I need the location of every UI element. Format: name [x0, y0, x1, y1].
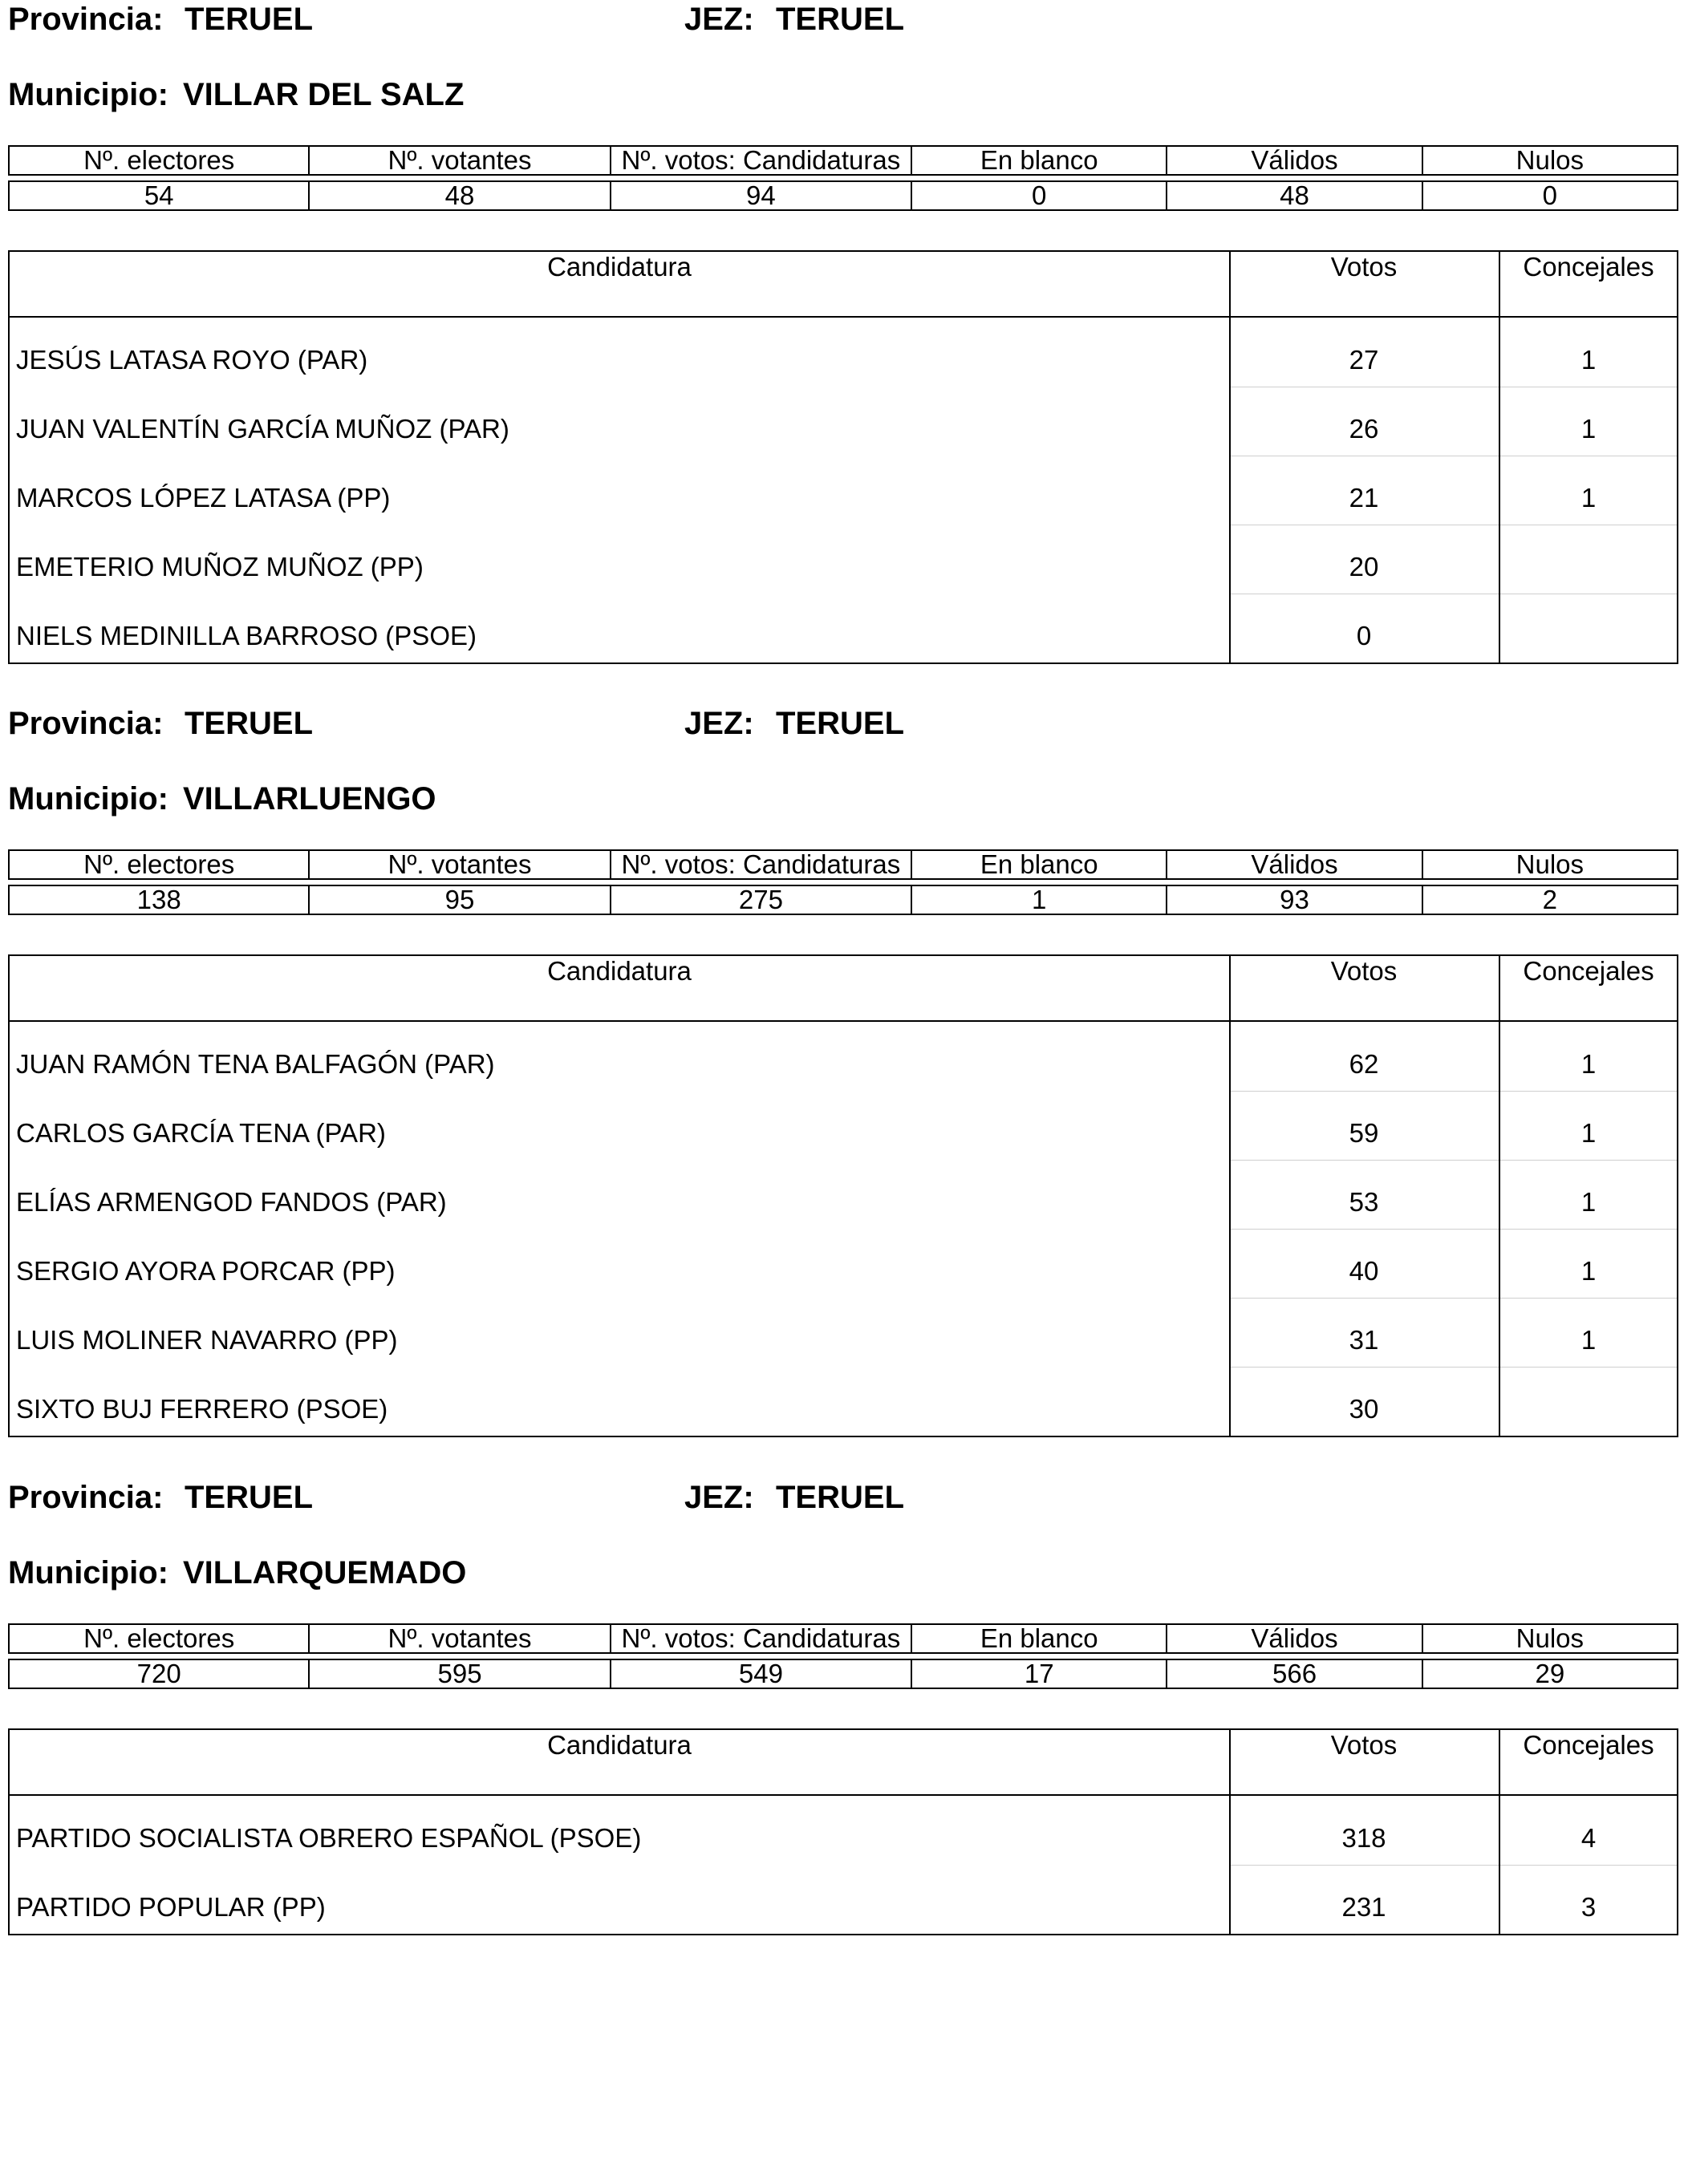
candidate-votos: 21 — [1349, 483, 1379, 513]
stats-header-row — [9, 850, 1678, 879]
stats-header-cell: En blanco — [911, 146, 1167, 175]
stats-value-cell: 138 — [9, 885, 309, 914]
row-separator — [1229, 1367, 1677, 1368]
municipio-section — [8, 1478, 1678, 2184]
candidates-table — [8, 1728, 1678, 1935]
candidate-concejales: 1 — [1581, 483, 1597, 513]
stats-gap — [9, 1653, 1678, 1659]
stats-value-cell: 566 — [1167, 1659, 1422, 1688]
concejales-header: Concejales — [1523, 252, 1654, 282]
candidate-name: NIELS MEDINILLA BARROSO (PSOE) — [16, 621, 477, 650]
candidate-concejales: 1 — [1581, 345, 1597, 375]
stats-header-cell: Nº. votos: Candidaturas — [611, 850, 911, 879]
row-separator — [1229, 1160, 1677, 1161]
stats-value-cell: 1 — [911, 885, 1167, 914]
candidate-name: PARTIDO POPULAR (PP) — [16, 1892, 326, 1922]
stats-header-cell: Nulos — [1422, 1624, 1678, 1653]
candidate-votos: 231 — [1341, 1892, 1386, 1922]
concejales-header: Concejales — [1523, 1730, 1654, 1760]
candidate-concejales: 3 — [1581, 1892, 1597, 1922]
column-divider — [1229, 1730, 1231, 1934]
column-divider — [1499, 956, 1500, 1436]
candidate-votos: 40 — [1349, 1256, 1379, 1286]
jez-value: TERUEL — [776, 706, 904, 741]
jez-label: JEZ: — [684, 706, 754, 741]
stats-table — [8, 1623, 1678, 1689]
candidate-row — [10, 1865, 1677, 1934]
stats-header-row — [9, 146, 1678, 175]
candidate-row — [10, 594, 1677, 662]
row-separator — [1229, 1865, 1677, 1866]
stats-value-cell: 0 — [1422, 181, 1678, 210]
stats-header-cell: Nº. electores — [9, 146, 309, 175]
jez-value: TERUEL — [776, 1480, 904, 1515]
stats-value-row — [9, 885, 1678, 914]
candidate-concejales: 1 — [1581, 1256, 1597, 1286]
candidatura-header: Candidatura — [547, 1730, 692, 1760]
candidate-votos: 0 — [1356, 621, 1372, 650]
candidate-concejales: 1 — [1581, 1049, 1597, 1079]
stats-table — [8, 145, 1678, 211]
candidate-row — [10, 1796, 1677, 1865]
candidate-name: PARTIDO SOCIALISTA OBRERO ESPAÑOL (PSOE) — [16, 1823, 642, 1853]
column-divider — [1499, 252, 1500, 662]
candidate-votos: 31 — [1349, 1325, 1379, 1355]
candidate-concejales: 1 — [1581, 1118, 1597, 1148]
provincia-value: TERUEL — [185, 2, 313, 37]
candidates-header — [10, 956, 1677, 1022]
stats-table — [8, 849, 1678, 915]
candidates-table — [8, 250, 1678, 664]
column-divider — [1499, 1730, 1500, 1934]
candidates-header — [10, 1730, 1677, 1796]
row-separator — [1229, 1229, 1677, 1230]
candidatura-header: Candidatura — [547, 956, 692, 986]
candidate-name: LUIS MOLINER NAVARRO (PP) — [16, 1325, 398, 1355]
candidate-row — [10, 1298, 1677, 1367]
candidate-votos: 26 — [1349, 414, 1379, 444]
provincia-value: TERUEL — [185, 706, 313, 741]
municipio-value: VILLAR DEL SALZ — [183, 77, 465, 112]
row-separator — [1229, 1091, 1677, 1092]
stats-value-cell: 48 — [1167, 181, 1422, 210]
municipio-label: Municipio: — [8, 781, 168, 816]
candidate-name: SIXTO BUJ FERRERO (PSOE) — [16, 1394, 388, 1424]
stats-value-cell: 720 — [9, 1659, 309, 1688]
jez-label: JEZ: — [684, 2, 754, 37]
stats-header-cell: Nº. votantes — [309, 1624, 610, 1653]
stats-value-cell: 93 — [1167, 885, 1422, 914]
municipio-value: VILLARLUENGO — [183, 781, 436, 816]
column-divider — [1229, 956, 1231, 1436]
stats-value-cell: 29 — [1422, 1659, 1678, 1688]
candidate-row — [10, 1022, 1677, 1091]
stats-header-cell: En blanco — [911, 1624, 1167, 1653]
jez-label: JEZ: — [684, 1480, 754, 1515]
candidate-concejales: 1 — [1581, 1187, 1597, 1217]
municipio-label: Municipio: — [8, 77, 168, 112]
stats-header-cell: Nº. votantes — [309, 146, 610, 175]
municipio-section — [8, 704, 1678, 1424]
candidatura-header: Candidatura — [547, 252, 692, 282]
municipio-value: VILLARQUEMADO — [183, 1555, 467, 1590]
candidate-row — [10, 1229, 1677, 1298]
candidate-row — [10, 1367, 1677, 1436]
stats-value-cell: 48 — [309, 181, 610, 210]
jez-value: TERUEL — [776, 2, 904, 37]
stats-header-cell: En blanco — [911, 850, 1167, 879]
candidate-row — [10, 387, 1677, 456]
candidate-votos: 20 — [1349, 552, 1379, 581]
candidate-concejales: 4 — [1581, 1823, 1597, 1853]
stats-value-row — [9, 181, 1678, 210]
stats-value-cell: 2 — [1422, 885, 1678, 914]
candidate-name: JUAN RAMÓN TENA BALFAGÓN (PAR) — [16, 1049, 495, 1079]
candidate-row — [10, 1160, 1677, 1229]
stats-header-cell: Nº. votos: Candidaturas — [611, 1624, 911, 1653]
candidate-name: JUAN VALENTÍN GARCÍA MUÑOZ (PAR) — [16, 414, 509, 444]
candidates-header — [10, 252, 1677, 318]
candidate-votos: 318 — [1341, 1823, 1386, 1853]
concejales-header: Concejales — [1523, 956, 1654, 986]
stats-value-cell: 0 — [911, 181, 1167, 210]
candidate-name: ELÍAS ARMENGOD FANDOS (PAR) — [16, 1187, 447, 1217]
candidates-table — [8, 954, 1678, 1437]
stats-header-cell: Nº. votos: Candidaturas — [611, 146, 911, 175]
stats-header-cell: Nº. electores — [9, 1624, 309, 1653]
stats-header-cell: Nulos — [1422, 850, 1678, 879]
candidate-votos: 27 — [1349, 345, 1379, 375]
candidate-name: CARLOS GARCÍA TENA (PAR) — [16, 1118, 386, 1148]
stats-header-cell: Nº. votantes — [309, 850, 610, 879]
candidate-votos: 30 — [1349, 1394, 1379, 1424]
stats-header-row — [9, 1624, 1678, 1653]
stats-gap — [9, 879, 1678, 885]
stats-header-cell: Válidos — [1167, 850, 1422, 879]
stats-value-cell: 595 — [309, 1659, 610, 1688]
stats-gap — [9, 175, 1678, 181]
candidate-votos: 53 — [1349, 1187, 1379, 1217]
municipio-section — [8, 0, 1678, 706]
candidate-row — [10, 1091, 1677, 1160]
stats-value-cell: 275 — [611, 885, 911, 914]
stats-value-cell: 17 — [911, 1659, 1167, 1688]
stats-header-cell: Válidos — [1167, 146, 1422, 175]
stats-header-cell: Nº. electores — [9, 850, 309, 879]
municipio-label: Municipio: — [8, 1555, 168, 1590]
stats-header-cell: Válidos — [1167, 1624, 1422, 1653]
candidate-row — [10, 318, 1677, 387]
row-separator — [1229, 1298, 1677, 1299]
stats-value-cell: 94 — [611, 181, 911, 210]
candidate-row — [10, 525, 1677, 594]
votos-header: Votos — [1330, 252, 1398, 282]
provincia-label: Provincia: — [8, 706, 164, 741]
candidate-name: EMETERIO MUÑOZ MUÑOZ (PP) — [16, 552, 424, 581]
candidate-concejales: 1 — [1581, 414, 1597, 444]
candidate-name: MARCOS LÓPEZ LATASA (PP) — [16, 483, 391, 513]
candidate-name: SERGIO AYORA PORCAR (PP) — [16, 1256, 396, 1286]
votos-header: Votos — [1330, 1730, 1398, 1760]
provincia-label: Provincia: — [8, 1480, 164, 1515]
candidate-concejales: 1 — [1581, 1325, 1597, 1355]
candidate-votos: 62 — [1349, 1049, 1379, 1079]
stats-value-cell: 54 — [9, 181, 309, 210]
candidate-name: JESÚS LATASA ROYO (PAR) — [16, 345, 368, 375]
stats-value-row — [9, 1659, 1678, 1688]
candidate-votos: 59 — [1349, 1118, 1379, 1148]
stats-value-cell: 549 — [611, 1659, 911, 1688]
votos-header: Votos — [1330, 956, 1398, 986]
stats-header-cell: Nulos — [1422, 146, 1678, 175]
candidate-row — [10, 456, 1677, 525]
stats-value-cell: 95 — [309, 885, 610, 914]
provincia-value: TERUEL — [185, 1480, 313, 1515]
column-divider — [1229, 252, 1231, 662]
provincia-label: Provincia: — [8, 2, 164, 37]
